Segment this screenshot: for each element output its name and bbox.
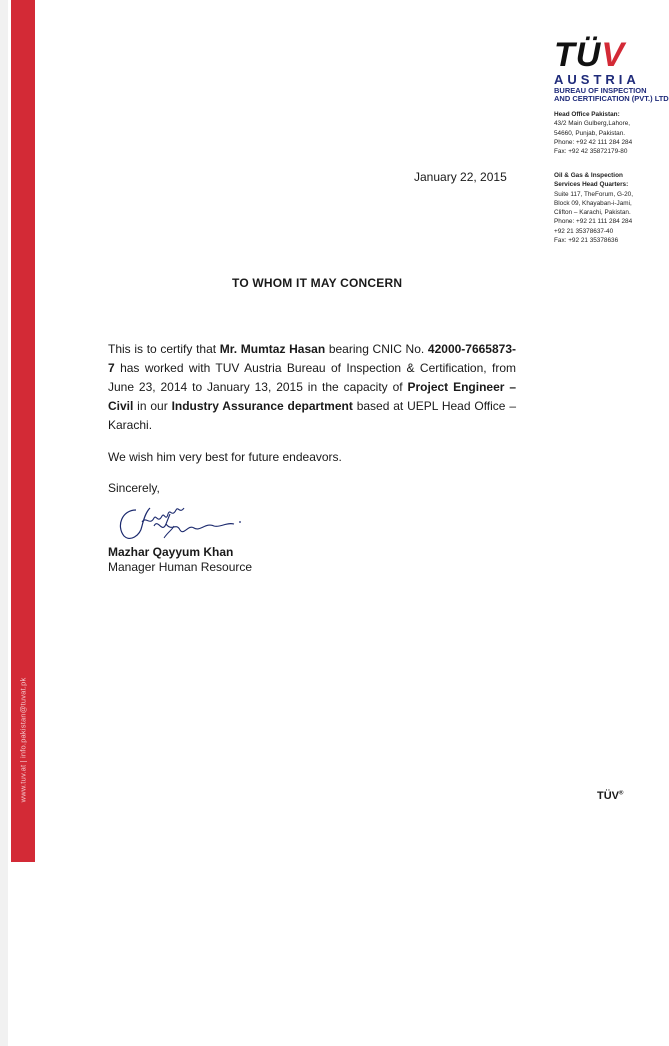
body-text: in our — [133, 399, 172, 413]
footer-logo-text: TÜV — [597, 790, 619, 802]
tuv-austria-logo — [554, 36, 669, 103]
body-text: has worked with TUV Austria Bureau of Inspection & Certification, from June 23, 2014 to January 13, 2015 in the capacity of — [108, 361, 516, 394]
oil-gas-heading-1: Oil & Gas & Inspection — [554, 172, 623, 179]
body-text: This is to certify that — [108, 342, 220, 356]
oil-gas-heading-2: Services Head Quarters: — [554, 181, 629, 189]
closing-wish: We wish him very best for future endeavors. — [108, 450, 342, 464]
address-line: Phone: +92 42 111 284 284 — [554, 138, 633, 146]
address-line: Block 09, Khayaban-i-Jami, — [554, 199, 632, 207]
letter-body — [108, 340, 516, 435]
registered-mark: ® — [619, 790, 624, 797]
address-line: Suite 117, TheForum, G-20, — [554, 190, 633, 198]
footer-tuv-logo — [597, 790, 623, 802]
address-line: +92 21 35378637-40 — [554, 227, 614, 235]
letter-subject: TO WHOM IT MAY CONCERN — [232, 276, 403, 290]
address-line: 43/2 Main Gulberg,Lahore, — [554, 120, 631, 128]
employee-name: Mr. Mumtaz Hasan — [219, 342, 326, 356]
address-line: Phone: +92 21 111 284 284 — [554, 218, 633, 226]
sidebar-contact-text: www.tuv.at | info.pakistan@tuvat.pk — [18, 677, 28, 803]
logo-country: AUSTRIA — [554, 72, 640, 87]
signer-block — [108, 545, 252, 575]
sidebar-contact — [13, 670, 33, 810]
logo-subtitle-1: BUREAU OF INSPECTION — [554, 86, 647, 95]
letter-date: January 22, 2015 — [414, 170, 507, 184]
oil-gas-office-address — [554, 171, 633, 245]
address-line: Clifton – Karachi, Pakistan. — [554, 209, 631, 217]
cnic-number: 42000-7665873-7 — [108, 342, 516, 375]
logo-subtitle-2: AND CERTIFICATION (PVT.) LTD — [554, 94, 669, 103]
signer-title: Manager Human Resource — [108, 560, 253, 574]
head-office-heading: Head Office Pakistan: — [554, 111, 620, 118]
handwritten-signature — [110, 496, 250, 548]
address-line: 54660, Punjab, Pakistan. — [554, 129, 626, 137]
body-paragraph — [108, 340, 516, 435]
address-line: Fax: +92 42 35872179-80 — [554, 148, 628, 156]
page-edge — [0, 0, 8, 1046]
position-title: Project Engineer – Civil — [108, 380, 516, 413]
head-office-address — [554, 110, 632, 156]
address-line: Fax: +92 21 35378636 — [554, 237, 619, 245]
signer-name: Mazhar Qayyum Khan — [108, 545, 234, 559]
closing-salutation: Sincerely, — [108, 481, 160, 495]
department-name: Industry Assurance department — [171, 399, 353, 413]
body-text: based at UEPL Head Office – Karachi. — [108, 399, 516, 432]
logo-brand: TÜV — [554, 36, 626, 74]
body-text: bearing CNIC No. — [325, 342, 428, 356]
